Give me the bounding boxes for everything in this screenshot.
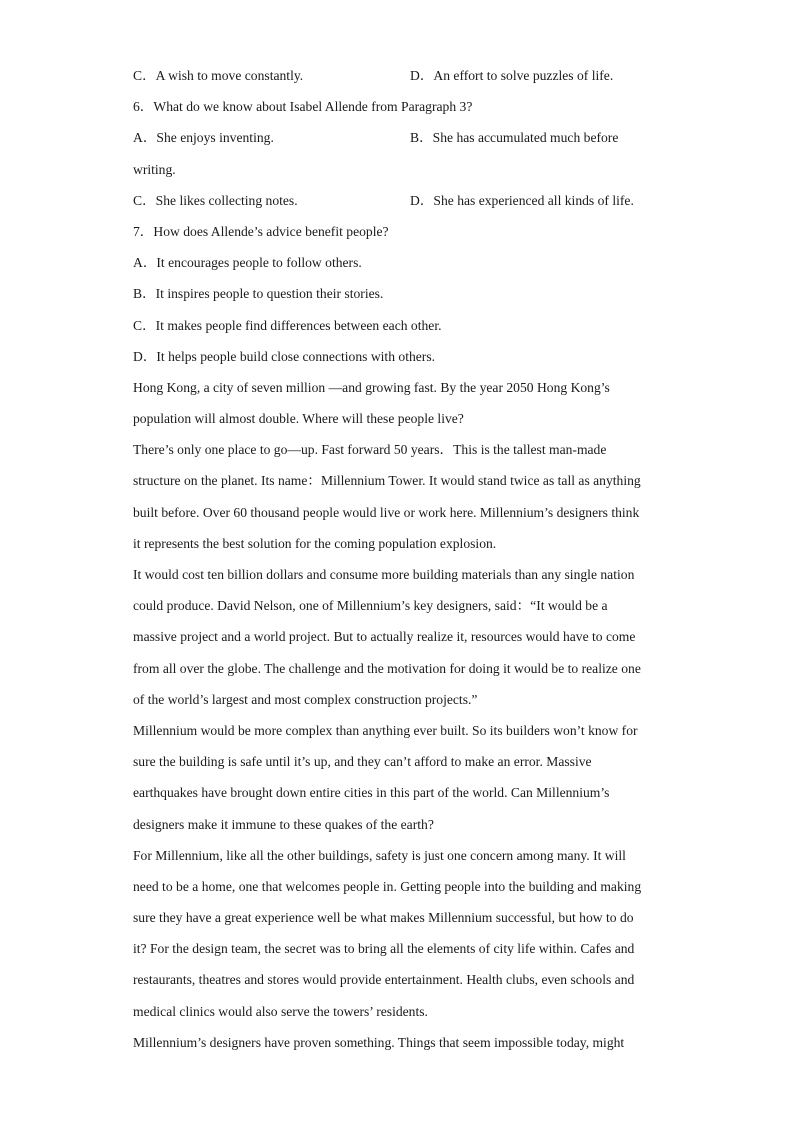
passage-line: population will almost double. Where will these people live?	[133, 411, 464, 427]
reading-passage	[133, 372, 673, 1058]
passage-line: need to be a home, one that welcomes people in. Getting people into the building and making	[133, 878, 642, 894]
q5-option-c: C．A wish to move constantly.	[133, 68, 304, 83]
passage-line: For Millennium, like all the other buildings, safety is just one concern among many. It will	[133, 847, 626, 863]
passage-line: it represents the best solution for the coming population explosion.	[133, 535, 497, 551]
passage-line: Hong Kong, a city of seven million —and growing fast. By the year 2050 Hong Kong’s	[133, 379, 610, 395]
passage-line: Millennium would be more complex than anything ever built. So its builders won’t know for	[133, 722, 638, 738]
q7-option-b: B．It inspires people to question their stories.	[133, 286, 384, 302]
q7-option-c: C．It makes people find differences between each other.	[133, 317, 442, 333]
q6-option-c: C．She likes collecting notes.	[133, 192, 298, 208]
passage-line: designers make it immune to these quakes of the earth?	[133, 816, 434, 832]
passage-line: built before. Over 60 thousand people would live or work here. Millennium’s designers think	[133, 504, 640, 520]
passage-line: from all over the globe. The challenge and the motivation for doing it would be to realize one	[133, 660, 641, 676]
q7-question: 7．How does Allende’s advice benefit people?	[133, 223, 389, 239]
q5-option-d: D．An effort to solve puzzles of life.	[410, 68, 614, 83]
q6-option-b-continued: writing.	[133, 161, 176, 177]
q7-option-d: D．It helps people build close connections with others.	[133, 348, 436, 364]
q7-option-a: A．It encourages people to follow others.	[133, 255, 362, 271]
q6-option-a: A．She enjoys inventing.	[133, 130, 274, 146]
q6-option-d: D．She has experienced all kinds of life.	[410, 192, 634, 208]
passage-line: massive project and a world project. But to actually realize it, resources would have to come	[133, 629, 636, 645]
passage-line: medical clinics would also serve the towers’ residents.	[133, 1003, 428, 1019]
q6-question: 6．What do we know about Isabel Allende from Paragraph 3?	[133, 99, 473, 115]
q6-options-row-ab	[133, 122, 673, 153]
q6-options-row-cd	[133, 185, 673, 216]
passage-line: It would cost ten billion dollars and consume more building materials than any single nation	[133, 567, 635, 582]
passage-line: it? For the design team, the secret was to bring all the elements of city life within. Cafes and	[133, 941, 635, 957]
q5-options-row	[133, 60, 673, 91]
passage-line: restaurants, theatres and stores would provide entertainment. Health clubs, even schools and	[133, 972, 635, 988]
q6-option-b: B．She has accumulated much before	[410, 130, 619, 146]
passage-line: of the world’s largest and most complex construction projects.”	[133, 691, 478, 707]
passage-line: Millennium’s designers have proven something. Things that seem impossible today, might	[133, 1034, 625, 1050]
document-page	[133, 60, 673, 1058]
passage-line: sure the building is safe until it’s up, and they can’t afford to make an error. Massive	[133, 754, 592, 770]
passage-line: structure on the planet. Its name：Millennium Tower. It would stand twice as tall as anything	[133, 473, 641, 489]
passage-line: earthquakes have brought down entire cities in this part of the world. Can Millennium’s	[133, 785, 610, 801]
passage-line: There’s only one place to go—up. Fast forward 50 years．This is the tallest man-made	[133, 442, 607, 458]
passage-line: sure they have a great experience well be what makes Millennium successful, but how to do	[133, 910, 634, 926]
passage-line: could produce. David Nelson, one of Millennium’s key designers, said：“It would be a	[133, 598, 608, 614]
